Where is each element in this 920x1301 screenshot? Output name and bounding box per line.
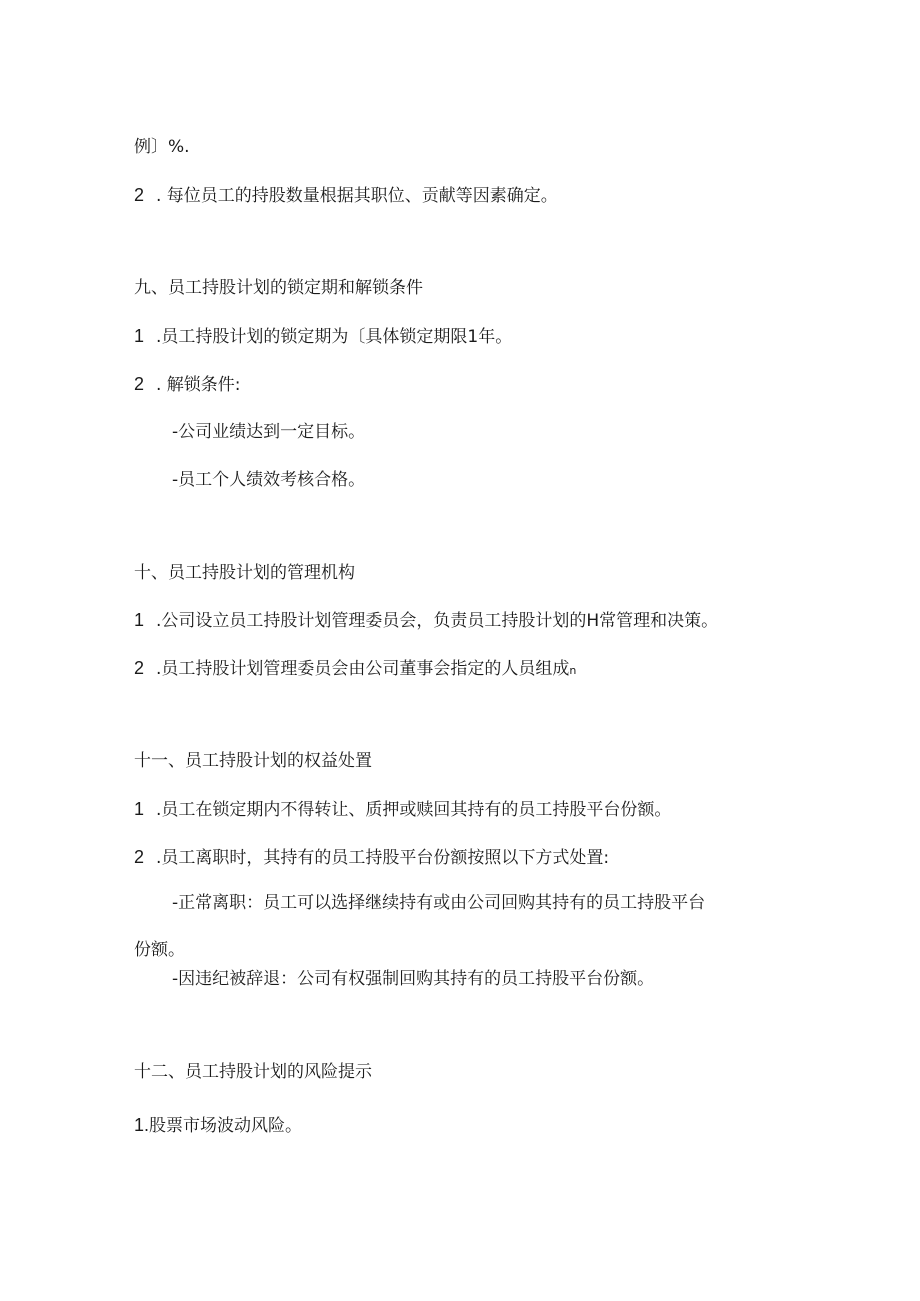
- list-text: 股票市场波动风险。: [149, 1116, 303, 1136]
- section-heading: [134, 1060, 372, 1084]
- text-line: [134, 135, 190, 159]
- sub-item: [172, 468, 365, 492]
- list-number: 1: [134, 799, 145, 819]
- section-heading-text: 九、员工持股计划的锁定期和解锁条件: [134, 278, 423, 298]
- list-text: . 每位员工的持股数量根据其职位、贡献等因素确定。: [156, 186, 558, 206]
- list-item: [134, 845, 609, 870]
- list-number: 1: [134, 326, 145, 346]
- text-fragment: 例〕%.: [134, 137, 190, 157]
- sub-item: [172, 967, 654, 991]
- list-number: 2: [134, 847, 145, 867]
- section-heading: [134, 561, 355, 585]
- section-heading-text: 十一、员工持股计划的权益处置: [134, 751, 372, 771]
- list-text-tail: n: [569, 664, 577, 677]
- list-item: [134, 1113, 302, 1138]
- list-number: 2: [134, 658, 145, 678]
- list-item: [134, 797, 671, 822]
- sub-item-text: -因违纪被辞退：公司有权强制回购其持有的员工持股平台份额。: [172, 969, 655, 989]
- list-item: [134, 324, 512, 349]
- sub-item: [172, 891, 705, 915]
- sub-item-text: -员工个人绩效考核合格。: [172, 470, 366, 490]
- section-heading-text: 十、员工持股计划的管理机构: [134, 563, 355, 583]
- list-item: [134, 183, 558, 208]
- list-text: . 解锁条件:: [156, 375, 241, 395]
- list-text: .员工持股计划管理委员会由公司董事会指定的人员组成: [156, 659, 570, 679]
- list-number: 1.: [134, 1115, 150, 1135]
- sub-item-text: -公司业绩达到一定目标。: [172, 422, 366, 442]
- list-number: 1: [134, 610, 145, 630]
- list-number: 2: [134, 185, 145, 205]
- list-number: 2: [134, 374, 145, 394]
- list-item: [134, 372, 241, 397]
- list-text: .员工离职时，其持有的员工持股平台份额按照以下方式处置:: [156, 848, 610, 868]
- continuation-text: 份额。: [134, 940, 185, 960]
- continuation-line: [134, 938, 185, 962]
- section-heading-text: 十二、员工持股计划的风险提示: [134, 1062, 372, 1082]
- section-heading: [134, 276, 423, 300]
- section-heading: [134, 749, 372, 773]
- sub-item-text: -正常离职：员工可以选择继续持有或由公司回购其持有的员工持股平台: [172, 893, 706, 913]
- list-text: .员工在锁定期内不得转让、质押或赎回其持有的员工持股平台份额。: [156, 800, 672, 820]
- list-text: .公司设立员工持股计划管理委员会，负责员工持股计划的H常管理和决策。: [156, 611, 719, 631]
- list-item: [134, 608, 718, 633]
- list-text: .员工持股计划的锁定期为〔具体锁定期限1年。: [156, 327, 513, 347]
- list-item: [134, 656, 576, 683]
- sub-item: [172, 420, 365, 444]
